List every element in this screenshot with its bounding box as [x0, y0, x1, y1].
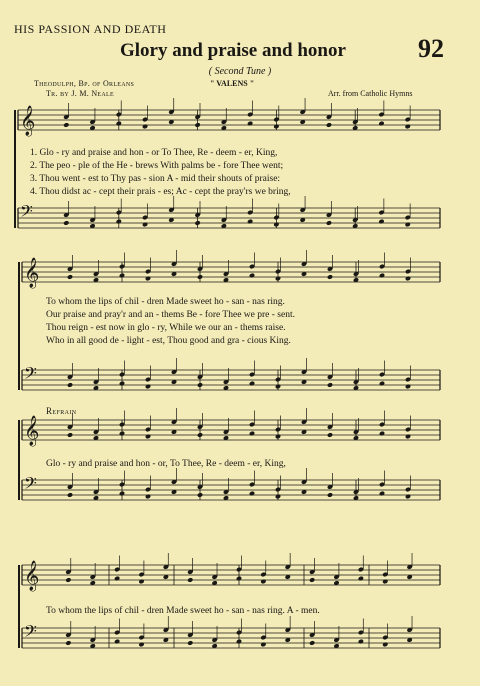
- system-1-treble-note: [405, 124, 411, 130]
- system-1-bass-note: [142, 222, 148, 228]
- system-4-treble-note: [382, 579, 388, 585]
- verse-2-line-1: 2. The peo - ple of the He - brews With palms be - fore Thee went;: [30, 161, 284, 171]
- system-2-treble-clef-icon: 𝄞: [24, 258, 40, 288]
- system-4-bass-note: [260, 642, 266, 648]
- system-3-bass-note: [67, 492, 73, 498]
- system-1-treble-note: [142, 124, 148, 130]
- system-3-treble-note: [327, 432, 333, 438]
- system-3-bass-note: [405, 494, 411, 500]
- system-2-treble-note: [379, 273, 385, 279]
- system-2-bass-note: [379, 381, 385, 387]
- hymn-number: 92: [418, 34, 444, 63]
- system-3-treble-note: [405, 434, 411, 440]
- system-4-treble-clef-icon: 𝄞: [24, 561, 40, 591]
- system-1-bass-note: [247, 219, 253, 225]
- system-2-bass-note: [327, 382, 333, 388]
- system-4-treble-note: [187, 577, 193, 583]
- system-1-treble-clef-icon: 𝄞: [20, 106, 36, 136]
- refrain-label: Refrain: [46, 406, 77, 416]
- verse-1-line-1: 1. Glo - ry and praise and hon - or To Thee, Re - deem - er, King,: [30, 148, 278, 158]
- verse-3-line-2: Thou reign - est now in glo - ry, While we our an - thems raise.: [46, 323, 286, 333]
- system-1-bass-note: [63, 220, 69, 226]
- verse-3-line-1: 3. Thou went - est to Thy pas - sion A - mid their shouts of praise:: [30, 174, 281, 184]
- section-heading: HIS PASSION AND DEATH: [14, 22, 167, 36]
- system-4-bass-note: [358, 639, 364, 645]
- system-3-treble-note: [249, 431, 255, 437]
- system-2-bass-clef-icon: 𝄢: [24, 363, 37, 387]
- refrain-line-1: Glo - ry and praise and hon - or, To Thee, Re - deem - er, King,: [46, 459, 286, 469]
- system-3-treble-clef-icon: 𝄞: [24, 416, 40, 446]
- system-2-bass-note: [249, 381, 255, 387]
- system-4-bass-note: [65, 640, 71, 646]
- verse-2-line-2: Our praise and pray'r and an - thems Be - fore Thee we pre - sent.: [46, 310, 295, 320]
- system-4-bass-note: [382, 642, 388, 648]
- author-credit: Theodulph, Bp. of Orleans: [34, 79, 135, 88]
- verse-4-line-1: 4. Thou didst ac - cept their prais - es; Ac - cept the pray'rs we bring,: [30, 187, 291, 197]
- system-3-treble-note: [379, 431, 385, 437]
- system-4-treble-note: [114, 576, 120, 582]
- system-1-bass-note: [378, 219, 384, 225]
- system-2-treble-note: [405, 276, 411, 282]
- arranger-credit: Arr. from Catholic Hymns: [328, 89, 413, 98]
- system-1-treble-note: [378, 121, 384, 127]
- system-1-bass-note: [405, 222, 411, 228]
- system-2-bass-note: [67, 382, 73, 388]
- system-2-treble-note: [67, 274, 73, 280]
- system-3-treble-note: [145, 434, 151, 440]
- tune-name: " VALENS ": [210, 79, 255, 88]
- system-2-treble-note: [327, 274, 333, 280]
- system-4-bass-note: [187, 640, 193, 646]
- system-2-treble-note: [249, 273, 255, 279]
- refrain-line-2: To whom the lips of chil - dren Made sweet ho - san - nas ring. A - men.: [46, 606, 320, 616]
- verse-4-line-2: Who in all good de - light - est, Thou good and gra - cious King.: [46, 336, 291, 346]
- system-4-treble-note: [358, 576, 364, 582]
- verse-1-line-2: To whom the lips of chil - dren Made sweet ho - san - nas ring.: [46, 297, 285, 307]
- tune-note: ( Second Tune ): [208, 66, 272, 77]
- system-2-bass-note: [145, 384, 151, 390]
- system-4-treble-note: [138, 579, 144, 585]
- system-1-treble-note: [63, 122, 69, 128]
- system-1-treble-note: [326, 122, 332, 128]
- system-4-treble-note: [65, 577, 71, 583]
- system-2-bass-note: [405, 384, 411, 390]
- system-1-bass-note: [326, 220, 332, 226]
- system-4-treble-note: [260, 579, 266, 585]
- system-2-treble-note: [145, 276, 151, 282]
- system-4-treble-note: [309, 577, 315, 583]
- system-4-bass-note: [138, 642, 144, 648]
- system-4-bass-clef-icon: 𝄢: [24, 621, 37, 645]
- system-3-bass-note: [249, 491, 255, 497]
- system-3-treble-note: [67, 432, 73, 438]
- system-1-bass-clef-icon: 𝄢: [20, 201, 33, 225]
- system-1-treble-note: [247, 121, 253, 127]
- system-3-bass-note: [379, 491, 385, 497]
- system-3-bass-clef-icon: 𝄢: [24, 473, 37, 497]
- system-4-bass-note: [114, 639, 120, 645]
- translator-credit: Tr. by J. M. Neale: [46, 89, 114, 98]
- hymn-title: Glory and praise and honor: [120, 40, 346, 61]
- system-4-bass-note: [309, 640, 315, 646]
- system-3-bass-note: [145, 494, 151, 500]
- system-3-bass-note: [327, 492, 333, 498]
